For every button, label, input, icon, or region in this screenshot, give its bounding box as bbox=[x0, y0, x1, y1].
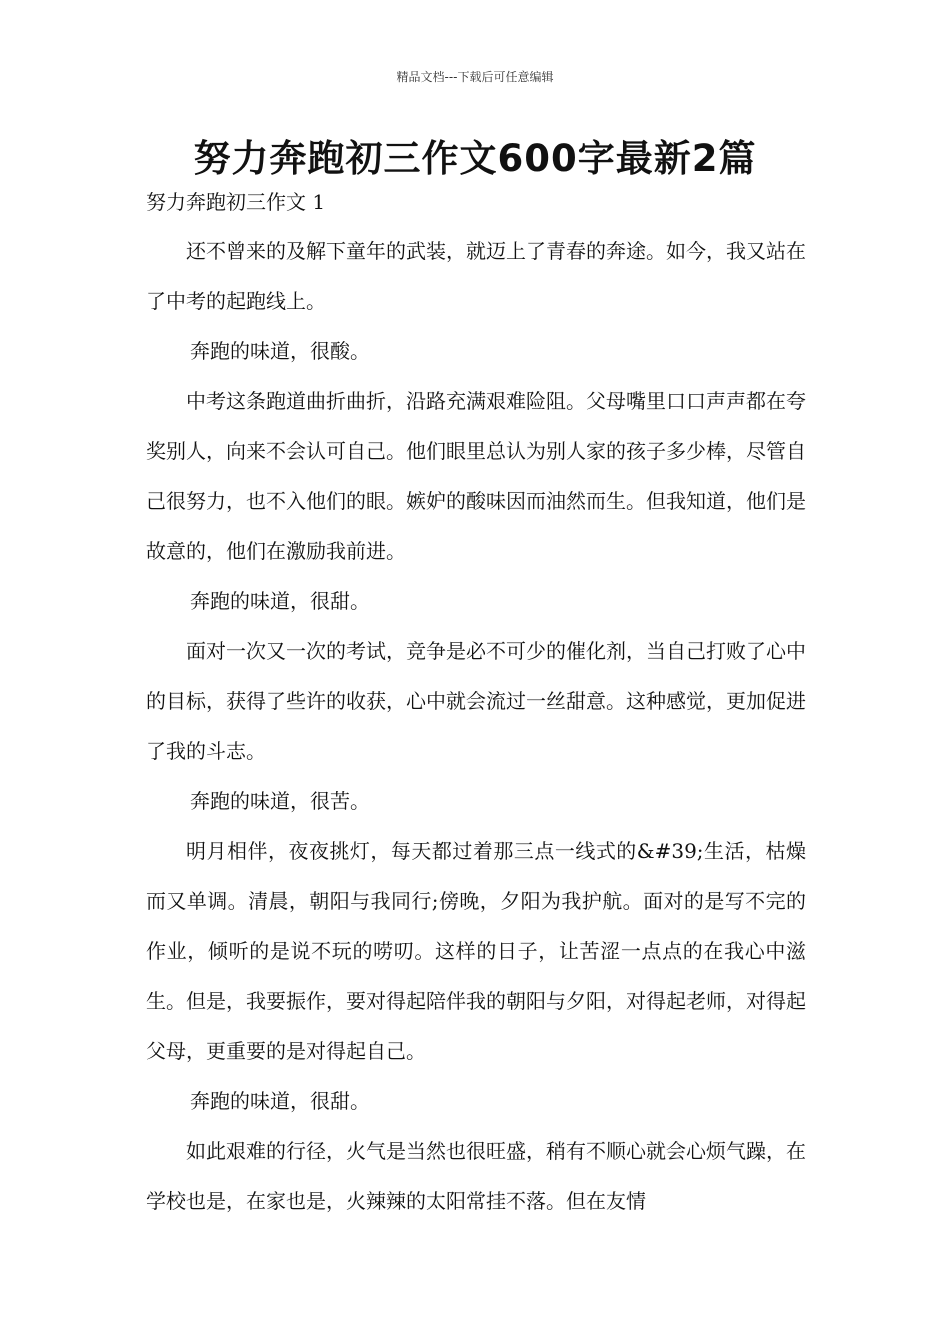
essay-body bbox=[146, 226, 806, 1226]
header-note: 精品文档---下载后可任意编辑 bbox=[396, 70, 554, 84]
paragraph: 奔跑的味道，很甜。 bbox=[190, 1089, 370, 1113]
essay-subtitle: 努力奔跑初三作文 1 bbox=[146, 190, 326, 214]
paragraph: 面对一次又一次的考试，竞争是必不可少的催化剂，当自己打败了心中的目标，获得了些许的收获，心中就会流过一丝甜意。这种感觉，更加促进了我的斗志。 bbox=[146, 639, 806, 763]
document-title: 努力奔跑初三作文600字最新2篇 bbox=[193, 137, 757, 180]
paragraph: 奔跑的味道，很苦。 bbox=[190, 789, 370, 813]
paragraph: 如此艰难的行径，火气是当然也很旺盛，稍有不顺心就会心烦气躁，在学校也是，在家也是，火辣辣的太阳常挂不落。但在友情 bbox=[146, 1139, 806, 1213]
paragraph: 还不曾来的及解下童年的武装，就迈上了青春的奔途。如今，我又站在了中考的起跑线上。 bbox=[146, 239, 806, 313]
paragraph: 奔跑的味道，很酸。 bbox=[190, 339, 370, 363]
paragraph: 中考这条跑道曲折曲折，沿路充满艰难险阻。父母嘴里口口声声都在夸奖别人，向来不会认可自己。他们眼里总认为别人家的孩子多少棒，尽管自己很努力，也不入他们的眼。嫉妒的酸味因而油然而生。但我知道，他们是故意的，他们在激励我前进。 bbox=[146, 389, 806, 563]
paragraph: 奔跑的味道，很甜。 bbox=[190, 589, 370, 613]
paragraph: 明月相伴，夜夜挑灯，每天都过着那三点一线式的&#39;生活，枯燥而又单调。清晨，朝阳与我同行;傍晚，夕阳为我护航。面对的是写不完的作业，倾听的是说不玩的唠叨。这样的日子，让苦涩一点点的在我心中滋生。但是，我要振作，要对得起陪伴我的朝阳与夕阳，对得起老师，对得起父母，更重要的是对得起自己。 bbox=[146, 839, 806, 1063]
